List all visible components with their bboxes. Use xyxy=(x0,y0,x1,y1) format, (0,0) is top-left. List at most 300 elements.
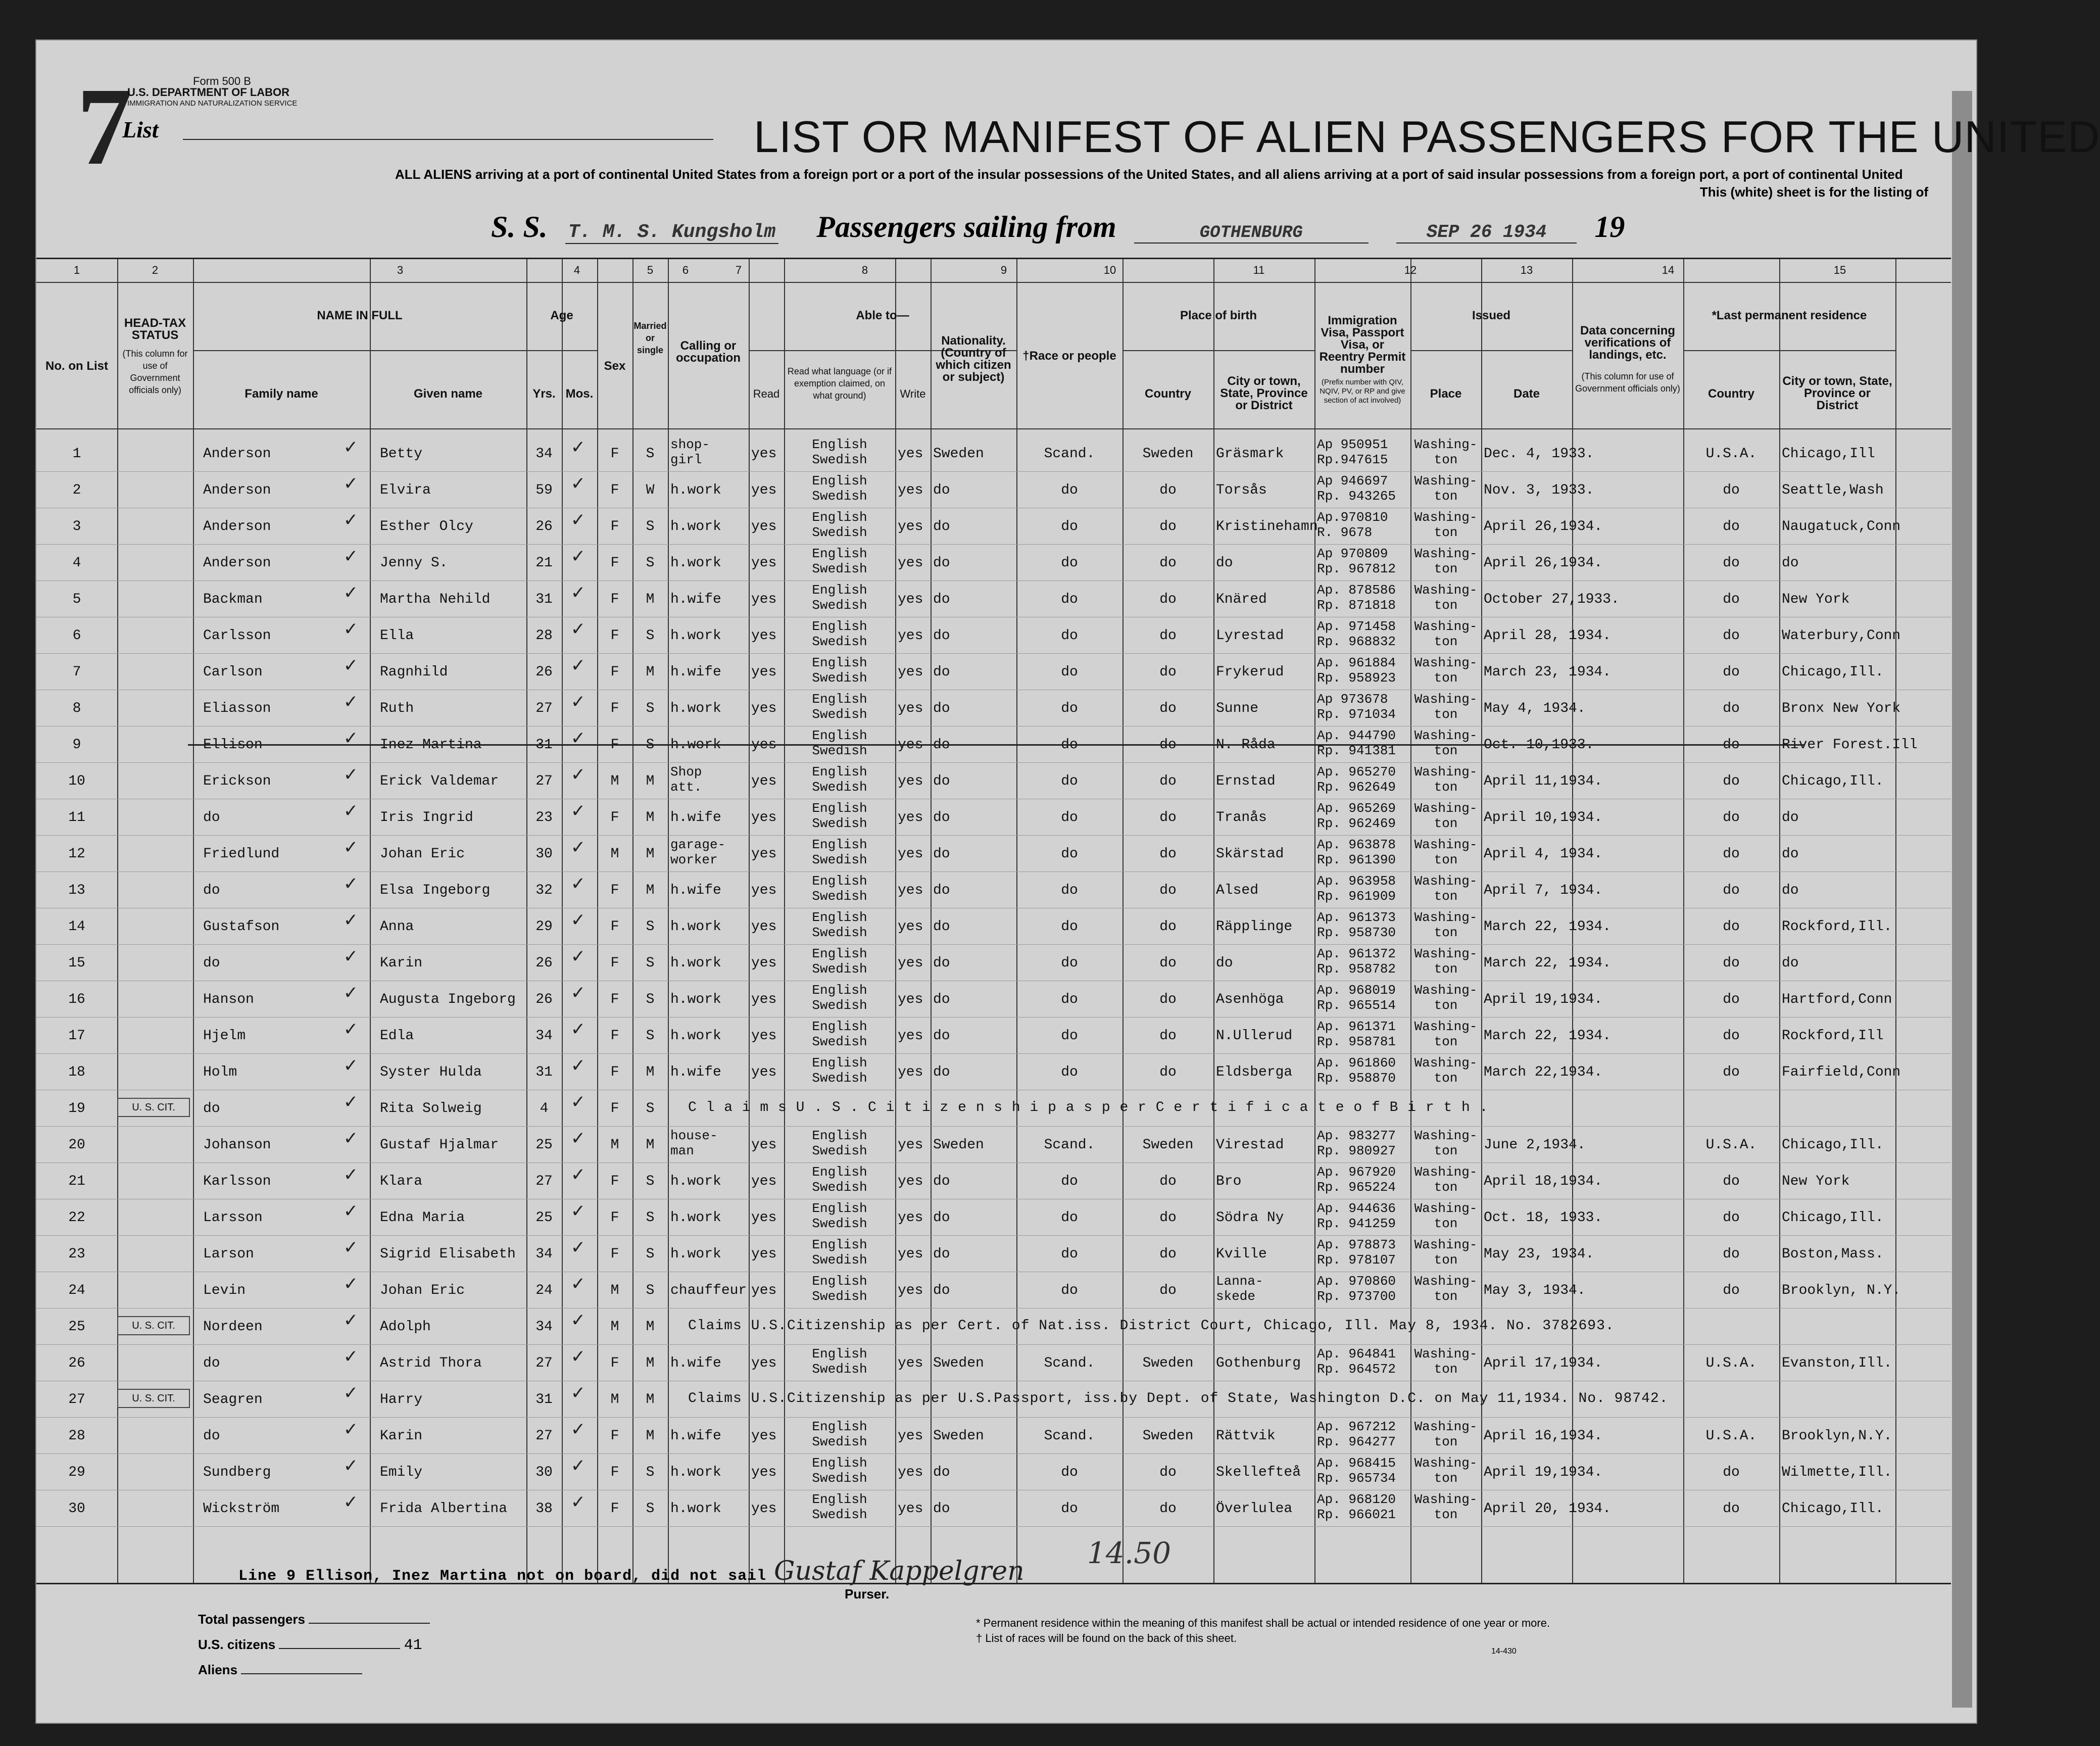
cell-write: yes xyxy=(898,519,923,535)
cell-nat: Sweden xyxy=(933,1137,984,1153)
cell-given: Klara xyxy=(380,1174,423,1189)
cell-place xyxy=(1413,510,1479,540)
cell-no: 23 xyxy=(68,1246,85,1262)
cell-country: do xyxy=(1159,919,1177,935)
cell-place-line: ton xyxy=(1434,1252,1458,1268)
check-family-mark: ✓ xyxy=(345,1201,357,1224)
cell-place-line: Washing- xyxy=(1414,764,1478,780)
cell-age: 32 xyxy=(535,883,553,898)
check-age-mark: ✓ xyxy=(572,1165,584,1187)
cell-city: Bro xyxy=(1216,1174,1242,1189)
cell-given: Johan Eric xyxy=(380,846,465,862)
cell-no: 9 xyxy=(72,737,81,753)
cell-ms: M xyxy=(646,1428,655,1444)
cell-nat: do xyxy=(933,519,950,535)
cell-place xyxy=(1413,692,1479,722)
cell-place xyxy=(1413,546,1479,576)
check-age-mark: ✓ xyxy=(572,1346,584,1369)
check-age-mark: ✓ xyxy=(572,983,584,1005)
cell-race: do xyxy=(1061,555,1078,571)
us-cit-stamp: U. S. CIT. xyxy=(117,1389,190,1408)
cell-ms: S xyxy=(646,555,655,571)
cell-res-country: U.S.A. xyxy=(1705,1355,1757,1371)
cell-occ-line: shop- xyxy=(670,437,710,452)
cell-lang-line: Swedish xyxy=(812,598,867,613)
cell-place-line: ton xyxy=(1434,1216,1458,1231)
cell-given: Rita Solweig xyxy=(380,1101,482,1117)
departure-port: GOTHENBURG xyxy=(1134,223,1369,244)
check-age-mark: ✓ xyxy=(572,1201,584,1224)
cell-country: Sweden xyxy=(1142,446,1194,462)
cell-age: 27 xyxy=(535,773,553,789)
cell-place-line: ton xyxy=(1434,961,1458,977)
cell-res-country: do xyxy=(1723,664,1740,680)
cell-date: May 4, 1934. xyxy=(1484,701,1586,716)
cell-place-line: Washing- xyxy=(1414,473,1478,489)
cell-ms: M xyxy=(646,1355,655,1371)
manifest-sheet xyxy=(35,39,2100,1724)
cell-given: Anna xyxy=(380,919,414,935)
cell-race: do xyxy=(1061,955,1078,971)
cell-nat: do xyxy=(933,1028,950,1044)
cell-country: Sweden xyxy=(1142,1355,1194,1371)
cell-visa-line: Ap. 963958 xyxy=(1317,874,1396,889)
cell-res-country: U.S.A. xyxy=(1705,1137,1757,1153)
cell-write: yes xyxy=(898,482,923,498)
cell-city: Asenhöga xyxy=(1216,992,1284,1007)
cell-no: 4 xyxy=(72,555,81,571)
cell-lang-line: Swedish xyxy=(812,852,867,867)
cell-lang-line: Swedish xyxy=(812,743,867,758)
table-row xyxy=(36,580,1951,617)
cell-place-line: Washing- xyxy=(1414,1055,1478,1071)
cell-write: yes xyxy=(898,1246,923,1262)
cell-date: April 26,1934. xyxy=(1484,519,1603,535)
cell-sex: F xyxy=(610,1174,619,1189)
cell-no: 22 xyxy=(68,1210,85,1226)
cell-no: 10 xyxy=(68,773,85,789)
cell-write: yes xyxy=(898,1465,923,1480)
cell-lang-line: Swedish xyxy=(812,1289,867,1304)
check-family-mark: ✓ xyxy=(345,692,357,714)
cell-country: do xyxy=(1159,1028,1177,1044)
cell-res-country: do xyxy=(1723,1465,1740,1480)
cell-visa-line: Ap 973678 xyxy=(1317,692,1388,707)
fee-annotation: 14.50 xyxy=(1087,1536,1171,1570)
cell-given: Iris Ingrid xyxy=(380,810,473,826)
cell-sex: F xyxy=(610,519,619,535)
colnum-6: 6 xyxy=(682,264,689,276)
cell-occ: h.wife xyxy=(670,810,721,826)
cell-visa-line: Rp. 958781 xyxy=(1317,1034,1396,1049)
cell-sex: F xyxy=(610,1028,619,1044)
table-row xyxy=(36,1344,1951,1381)
cell-visa-line: Ap 970809 xyxy=(1317,546,1388,561)
cell-place xyxy=(1413,1128,1479,1158)
cell-no: 24 xyxy=(68,1283,85,1298)
cell-lang-line: Swedish xyxy=(812,1180,867,1195)
hdr-name-in-full: NAME IN FULL xyxy=(317,309,403,322)
cell-place xyxy=(1413,619,1479,649)
cell-date: Nov. 3, 1933. xyxy=(1484,482,1594,498)
cell-read: yes xyxy=(751,664,777,680)
cell-age: 30 xyxy=(535,846,553,862)
colnum-3: 3 xyxy=(397,264,404,276)
cell-date: March 22, 1934. xyxy=(1484,1028,1611,1044)
cell-race: do xyxy=(1061,519,1078,535)
check-age-mark: ✓ xyxy=(572,473,584,496)
cell-family: Anderson xyxy=(203,519,271,535)
cell-res-city: Fairfield,Conn xyxy=(1782,1064,1901,1080)
cell-res-country: do xyxy=(1723,701,1740,716)
cell-no: 14 xyxy=(68,919,85,935)
cell-date: June 2,1934. xyxy=(1484,1137,1586,1153)
cell-res-country: do xyxy=(1723,846,1740,862)
cell-family: Sundberg xyxy=(203,1465,271,1480)
cell-city: N. Råda xyxy=(1216,737,1276,753)
cell-date: April 19,1934. xyxy=(1484,992,1603,1007)
line-9-note: Line 9 Ellison, Inez Martina not on board, did not sail xyxy=(238,1568,767,1585)
cell-occ: h.work xyxy=(670,519,721,535)
cell-visa-line: Ap. 878586 xyxy=(1317,583,1396,598)
cell-write: yes xyxy=(898,664,923,680)
cell-visa xyxy=(1317,1128,1408,1158)
cell-lang-line: Swedish xyxy=(812,525,867,540)
check-family-mark: ✓ xyxy=(345,1237,357,1260)
cell-res-country: do xyxy=(1723,919,1740,935)
cell-lang xyxy=(787,1274,893,1304)
cell-read: yes xyxy=(751,1283,777,1298)
cell-res-city: New York xyxy=(1782,592,1850,607)
cell-visa-line: Rp. 961909 xyxy=(1317,889,1396,904)
cell-res-country: do xyxy=(1723,1246,1740,1262)
cell-place-line: Washing- xyxy=(1414,837,1478,852)
cell-visa-line: Ap. 978873 xyxy=(1317,1237,1396,1252)
cell-city: N.Ullerud xyxy=(1216,1028,1293,1044)
check-family-mark: ✓ xyxy=(345,983,357,1005)
cell-lang xyxy=(787,692,893,722)
check-age-mark: ✓ xyxy=(572,437,584,460)
table-row xyxy=(36,435,1951,472)
cell-occ: h.wife xyxy=(670,664,721,680)
cell-city: Rättvik xyxy=(1216,1428,1276,1444)
cell-write: yes xyxy=(898,737,923,753)
cell-res-country: do xyxy=(1723,555,1740,571)
cell-date: Dec. 4, 1933. xyxy=(1484,446,1594,462)
cell-lang-line: English xyxy=(812,1055,867,1071)
cell-occ: chauffeur xyxy=(670,1283,747,1298)
cell-nat: do xyxy=(933,992,950,1007)
cell-visa xyxy=(1317,692,1408,722)
cell-place-line: ton xyxy=(1434,1071,1458,1086)
cell-place-line: ton xyxy=(1434,780,1458,795)
colnum-14: 14 xyxy=(1662,264,1675,276)
check-family-mark: ✓ xyxy=(345,1492,357,1515)
cell-given: Harry xyxy=(380,1392,423,1408)
cell-family: do xyxy=(203,1428,220,1444)
check-family-mark: ✓ xyxy=(345,546,357,569)
cell-visa xyxy=(1317,1346,1408,1377)
cell-race: Scand. xyxy=(1044,446,1095,462)
cell-age: 24 xyxy=(535,1283,553,1298)
cell-family: Carlsson xyxy=(203,628,271,644)
colnum-1: 1 xyxy=(73,264,80,276)
cell-res-city: Chicago,Ill. xyxy=(1782,1501,1884,1517)
cell-visa xyxy=(1317,837,1408,867)
cell-country: do xyxy=(1159,810,1177,826)
cell-city: Virestad xyxy=(1216,1137,1284,1153)
cell-read: yes xyxy=(751,883,777,898)
table-row xyxy=(36,1235,1951,1272)
cell-visa xyxy=(1317,1055,1408,1086)
cell-write: yes xyxy=(898,701,923,716)
colnum-11: 11 xyxy=(1253,264,1265,276)
cell-res-city: do xyxy=(1782,883,1799,898)
cell-ms: S xyxy=(646,1283,655,1298)
cell-sex: M xyxy=(610,773,619,789)
check-family-mark: ✓ xyxy=(345,837,357,860)
cell-date: May 23, 1934. xyxy=(1484,1246,1594,1262)
cell-occ-line: man xyxy=(670,1143,694,1158)
footnote-residence: * Permanent residence within the meaning of this manifest shall be actual or intended residence of one year or more. xyxy=(976,1617,1550,1629)
cell-occ: h.work xyxy=(670,992,721,1007)
cell-ms: M xyxy=(646,1137,655,1153)
cell-lang xyxy=(787,1419,893,1449)
sailing-label: Passengers sailing from xyxy=(816,210,1116,244)
cell-nat: do xyxy=(933,701,950,716)
cell-place xyxy=(1413,801,1479,831)
cell-race: do xyxy=(1061,992,1078,1007)
cell-city: Eldsberga xyxy=(1216,1064,1293,1080)
cell-date: April 7, 1934. xyxy=(1484,883,1603,898)
cell-read: yes xyxy=(751,446,777,462)
cell-given: Johan Eric xyxy=(380,1283,465,1298)
cell-lang-line: English xyxy=(812,801,867,816)
cell-sex: F xyxy=(610,955,619,971)
cell-nat: do xyxy=(933,1501,950,1517)
cell-lang-line: Swedish xyxy=(812,961,867,977)
table-row xyxy=(36,944,1951,981)
check-age-mark: ✓ xyxy=(572,801,584,823)
total-passengers-label: Total passengers xyxy=(198,1612,305,1627)
cell-nat: do xyxy=(933,628,950,644)
cell-country: do xyxy=(1159,846,1177,862)
table-row xyxy=(36,1090,1951,1127)
cell-lang-line: English xyxy=(812,1274,867,1289)
table-row xyxy=(36,1126,1951,1163)
cell-no: 28 xyxy=(68,1428,85,1444)
cell-visa xyxy=(1317,946,1408,977)
cell-date: April 18,1934. xyxy=(1484,1174,1603,1189)
cell-lang-line: English xyxy=(812,1128,867,1143)
cell-place xyxy=(1413,983,1479,1013)
cell-age: 28 xyxy=(535,628,553,644)
cell-read: yes xyxy=(751,1137,777,1153)
table-row xyxy=(36,1162,1951,1199)
cell-country: do xyxy=(1159,701,1177,716)
colnum-12: 12 xyxy=(1404,264,1417,276)
cell-date: April 4, 1934. xyxy=(1484,846,1603,862)
cell-place xyxy=(1413,1055,1479,1086)
hdr-birth-city: City or town, State, Province or District xyxy=(1220,374,1308,412)
cell-date: May 3, 1934. xyxy=(1484,1283,1586,1298)
cell-race: do xyxy=(1061,810,1078,826)
hdr-age: Age xyxy=(550,309,573,322)
cell-visa xyxy=(1317,619,1408,649)
cell-visa xyxy=(1317,1419,1408,1449)
cell-occ: h.work xyxy=(670,1174,721,1189)
cell-age: 31 xyxy=(535,1064,553,1080)
cell-age: 27 xyxy=(535,1174,553,1189)
cell-country: do xyxy=(1159,1465,1177,1480)
cell-place xyxy=(1413,1237,1479,1268)
cell-read: yes xyxy=(751,810,777,826)
cell-read: yes xyxy=(751,737,777,753)
cell-occ: h.work xyxy=(670,919,721,935)
check-family-mark: ✓ xyxy=(345,619,357,642)
cell-family: do xyxy=(203,883,220,898)
hdr-read-lang: Read what language (or if exemption claimed, on what ground) xyxy=(787,366,892,401)
aliens-label: Aliens xyxy=(198,1662,238,1677)
cell-city: do xyxy=(1216,555,1233,571)
cell-family: Eliasson xyxy=(203,701,271,716)
department: U.S. DEPARTMENT OF LABOR xyxy=(127,86,290,99)
cell-occ: h.wife xyxy=(670,883,721,898)
cell-no: 30 xyxy=(68,1501,85,1517)
cell-visa-line: Ap. 961372 xyxy=(1317,946,1396,961)
cell-lang-line: English xyxy=(812,655,867,670)
table-row xyxy=(36,1417,1951,1454)
cell-occ xyxy=(670,837,746,867)
cell-read: yes xyxy=(751,555,777,571)
cell-occ: h.work xyxy=(670,555,721,571)
cell-race: do xyxy=(1061,1064,1078,1080)
cell-visa-line: Ap. 964841 xyxy=(1317,1346,1396,1362)
cell-visa xyxy=(1317,1456,1408,1486)
cell-place-line: Washing- xyxy=(1414,583,1478,598)
cell-res-city: do xyxy=(1782,555,1799,571)
cell-race: do xyxy=(1061,1210,1078,1226)
cell-ms: S xyxy=(646,955,655,971)
citizenship-claim: Claims U.S.Citizenship as per Cert. of Nat.iss. District Court, Chicago, Ill. May 8, 1934. No. 3782693. xyxy=(688,1318,1615,1334)
cell-lang-line: Swedish xyxy=(812,489,867,504)
cell-place xyxy=(1413,473,1479,504)
cell-given: Frida Albertina xyxy=(380,1501,508,1517)
cell-age: 26 xyxy=(535,519,553,535)
cell-place-line: ton xyxy=(1434,598,1458,613)
check-age-mark: ✓ xyxy=(572,1383,584,1405)
cell-visa-line: Ap 950951 xyxy=(1317,437,1388,452)
cell-city: Överlulea xyxy=(1216,1501,1293,1517)
cell-write: yes xyxy=(898,846,923,862)
cell-lang-line: Swedish xyxy=(812,816,867,831)
cell-family: Larson xyxy=(203,1246,254,1262)
cell-ms: M xyxy=(646,810,655,826)
check-age-mark: ✓ xyxy=(572,1492,584,1515)
cell-sex: M xyxy=(610,1137,619,1153)
table-row xyxy=(36,1272,1951,1308)
cell-visa xyxy=(1317,983,1408,1013)
cell-family: Wickström xyxy=(203,1501,280,1517)
check-age-mark: ✓ xyxy=(572,910,584,933)
cell-sex: F xyxy=(610,883,619,898)
cell-sex: F xyxy=(610,482,619,498)
hdr-write: Write xyxy=(900,387,926,400)
cell-place xyxy=(1413,728,1479,758)
cell-sex: F xyxy=(610,592,619,607)
cell-read: yes xyxy=(751,592,777,607)
cell-no: 27 xyxy=(68,1392,85,1408)
cell-given: Esther Olcy xyxy=(380,519,473,535)
cell-lang xyxy=(787,1055,893,1086)
cell-sex: M xyxy=(610,1392,619,1408)
cell-date: April 26,1934. xyxy=(1484,555,1603,571)
cell-occ: h.work xyxy=(670,482,721,498)
cell-place xyxy=(1413,655,1479,686)
cell-visa-line: Rp. 965224 xyxy=(1317,1180,1396,1195)
cell-family: Holm xyxy=(203,1064,237,1080)
table-row xyxy=(36,762,1951,799)
cell-lang-line: English xyxy=(812,1419,867,1434)
cell-country: do xyxy=(1159,737,1177,753)
cell-given: Elvira xyxy=(380,482,431,498)
table-row xyxy=(36,617,1951,654)
cell-sex: F xyxy=(610,555,619,571)
cell-city: Skellefteå xyxy=(1216,1465,1301,1480)
cell-city: Skärstad xyxy=(1216,846,1284,862)
cell-place xyxy=(1413,1019,1479,1049)
cell-age: 25 xyxy=(535,1137,553,1153)
cell-ms: M xyxy=(646,1392,655,1408)
cell-given: Syster Hulda xyxy=(380,1064,482,1080)
cell-occ: h.work xyxy=(670,1028,721,1044)
hdr-yrs: Yrs. xyxy=(532,387,556,401)
cell-age: 31 xyxy=(535,1392,553,1408)
cell-visa-line: Rp. 941259 xyxy=(1317,1216,1396,1231)
cell-visa-line: Rp. 943265 xyxy=(1317,489,1396,504)
cell-res-city: Chicago,Ill. xyxy=(1782,664,1884,680)
cell-date: April 16,1934. xyxy=(1484,1428,1603,1444)
cell-lang-line: English xyxy=(812,910,867,925)
cell-lang-line: Swedish xyxy=(812,1362,867,1377)
cell-age: 34 xyxy=(535,1319,553,1335)
cell-write: yes xyxy=(898,773,923,789)
cell-nat: do xyxy=(933,1210,950,1226)
cell-visa-line: Rp. 958782 xyxy=(1317,961,1396,977)
cell-visa-line: Ap. 967920 xyxy=(1317,1165,1396,1180)
cell-occ: h.work xyxy=(670,701,721,716)
footnote-races: † List of races will be found on the back of this sheet. xyxy=(976,1632,1237,1644)
cell-lang xyxy=(787,874,893,904)
check-family-mark: ✓ xyxy=(345,1383,357,1405)
cell-read: yes xyxy=(751,773,777,789)
cell-race: do xyxy=(1061,1283,1078,1298)
cell-read: yes xyxy=(751,1428,777,1444)
cell-sex: F xyxy=(610,1064,619,1080)
table-row xyxy=(36,981,1951,1017)
cell-read: yes xyxy=(751,1355,777,1371)
cell-visa-line: R. 9678 xyxy=(1317,525,1373,540)
footnote-code: 14-430 xyxy=(1491,1647,1517,1656)
cell-occ xyxy=(670,1128,746,1158)
form-header xyxy=(127,76,297,109)
check-family-mark: ✓ xyxy=(345,1019,357,1042)
colnum-15: 15 xyxy=(1833,264,1846,276)
check-family-mark: ✓ xyxy=(345,728,357,751)
cell-family: Anderson xyxy=(203,446,271,462)
cell-read: yes xyxy=(751,955,777,971)
cell-ms: S xyxy=(646,1501,655,1517)
